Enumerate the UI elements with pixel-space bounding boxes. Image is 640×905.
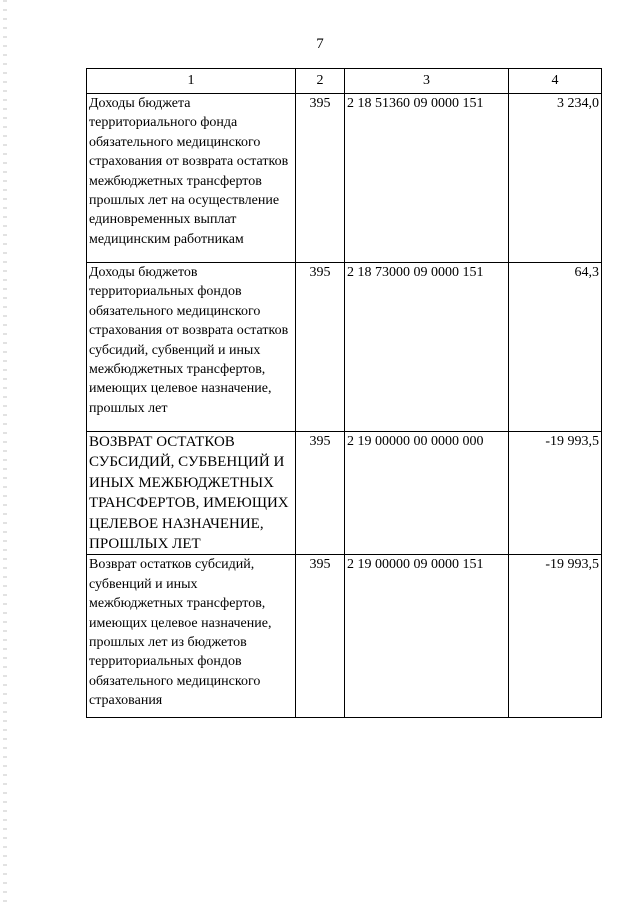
page-number: 7 [316,36,324,52]
row-name: ВОЗВРАТ ОСТАТКОВ СУБСИДИЙ, СУБВЕНЦИЙ И ИНЫХ МЕЖБЮДЖЕТНЫХ ТРАНСФЕРТОВ, ИМЕЮЩИХ ЦЕЛЕВОЕ НАЗНАЧЕНИЕ, ПРОШЛЫХ ЛЕТ [87,432,296,555]
column-header-4: 4 [509,69,602,94]
row-budget-code: 2 19 00000 09 0000 151 [345,555,509,718]
row-budget-code: 2 18 73000 09 0000 151 [345,263,509,432]
table-header-row [87,69,602,94]
row-amount: -19 993,5 [509,432,602,555]
column-header-1: 1 [87,69,296,94]
row-amount: 3 234,0 [509,94,602,263]
budget-revenue-table [86,68,602,718]
scan-margin-marks [3,0,7,905]
table-row [87,432,602,555]
row-admin-code: 395 [296,432,345,555]
row-name: Доходы бюджетов территориальных фондов обязательного медицинского страхования от возврата остатков субсидий, субвенций и иных межбюджетных трансфертов, имеющих целевое назначение, прошлых лет [87,263,296,432]
row-admin-code: 395 [296,263,345,432]
row-admin-code: 395 [296,555,345,718]
row-admin-code: 395 [296,94,345,263]
row-name: Возврат остатков субсидий, субвенций и иных межбюджетных трансфертов, имеющих целевое назначение, прошлых лет из бюджетов территориальных фондов обязательного медицинского страхования [87,555,296,718]
row-budget-code: 2 18 51360 09 0000 151 [345,94,509,263]
row-budget-code: 2 19 00000 00 0000 000 [345,432,509,555]
row-amount: 64,3 [509,263,602,432]
table-row [87,555,602,718]
table-row [87,263,602,432]
row-name: Доходы бюджета территориального фонда обязательного медицинского страхования от возврата остатков межбюджетных трансфертов прошлых лет на осуществление единовременных выплат медицинским работникам [87,94,296,263]
column-header-2: 2 [296,69,345,94]
row-amount: -19 993,5 [509,555,602,718]
table-row [87,94,602,263]
column-header-3: 3 [345,69,509,94]
